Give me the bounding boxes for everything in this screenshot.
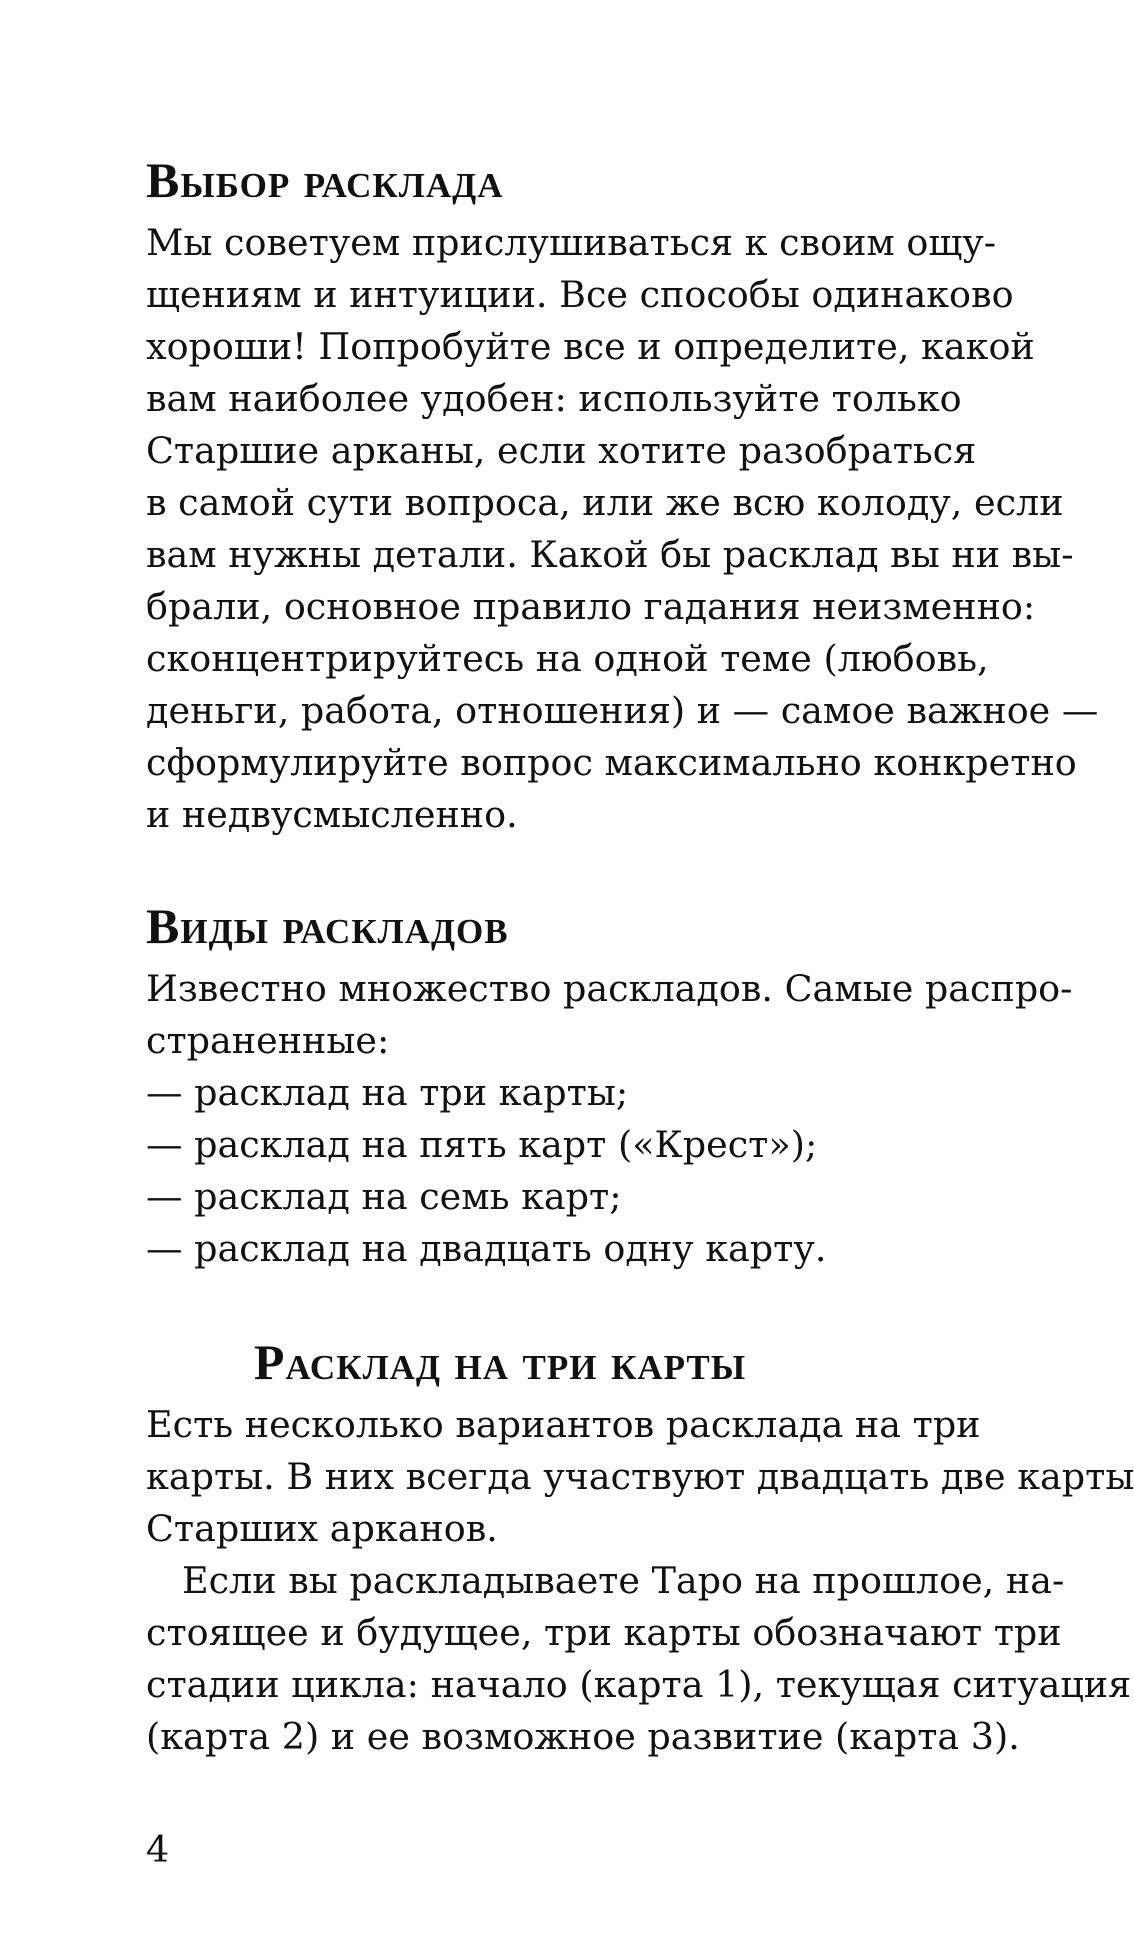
paragraph-line: вам нужны детали. Какой бы расклад вы ни вы- xyxy=(146,533,1074,576)
paragraph-line: страненные: xyxy=(146,1019,390,1062)
paragraph-line: вам наиболее удобен: используйте только xyxy=(146,377,962,420)
paragraph-line: (карта 2) и ее возможное развитие (карта 3). xyxy=(146,1715,1020,1758)
paragraph-line: карты. В них всегда участвуют двадцать две карты xyxy=(146,1455,1134,1498)
paragraph-line: Есть несколько вариантов расклада на три xyxy=(146,1403,981,1446)
paragraph-line: стадии цикла: начало (карта 1), текущая ситуация xyxy=(146,1663,1132,1706)
paragraph-line: в самой сути вопроса, или же всю колоду, если xyxy=(146,481,1064,524)
paragraph-line: Старшие арканы, если хотите разобраться xyxy=(146,429,977,472)
paragraph-line: Старших арканов. xyxy=(146,1507,498,1550)
list-item: — расклад на двадцать одну карту. xyxy=(146,1227,827,1270)
section-heading-spread-types: Виды раскладов xyxy=(146,898,509,954)
paragraph-line: сформулируйте вопрос максимально конкретно xyxy=(146,741,1077,784)
paragraph-line: щениям и интуиции. Все способы одинаково xyxy=(146,273,1014,316)
page-number: 4 xyxy=(146,1828,170,1871)
list-item: — расклад на три карты; xyxy=(146,1071,629,1114)
section-heading-three-card-spread: Расклад на три карты xyxy=(253,1334,747,1390)
paragraph-line: сконцентрируйтесь на одной теме (любовь, xyxy=(146,637,989,680)
list-item: — расклад на пять карт («Крест»); xyxy=(146,1123,818,1166)
paragraph-line: и недвусмысленно. xyxy=(146,793,518,836)
paragraph-line: брали, основное правило гадания неизменно: xyxy=(146,585,1036,628)
paragraph-line: деньги, работа, отношения) и — самое важное — xyxy=(146,689,1099,732)
section-heading-choose-spread: Выбор расклада xyxy=(146,152,504,208)
paragraph-line: Известно множество раскладов. Самые распро- xyxy=(146,967,1073,1010)
paragraph-line: хороши! Попробуйте все и определите, какой xyxy=(146,325,1035,368)
paragraph-line: Если вы раскладываете Таро на прошлое, на- xyxy=(182,1559,1065,1602)
list-item: — расклад на семь карт; xyxy=(146,1175,622,1218)
paragraph-line: стоящее и будущее, три карты обозначают три xyxy=(146,1611,1062,1654)
paragraph-line: Мы советуем прислушиваться к своим ощу- xyxy=(146,221,997,264)
